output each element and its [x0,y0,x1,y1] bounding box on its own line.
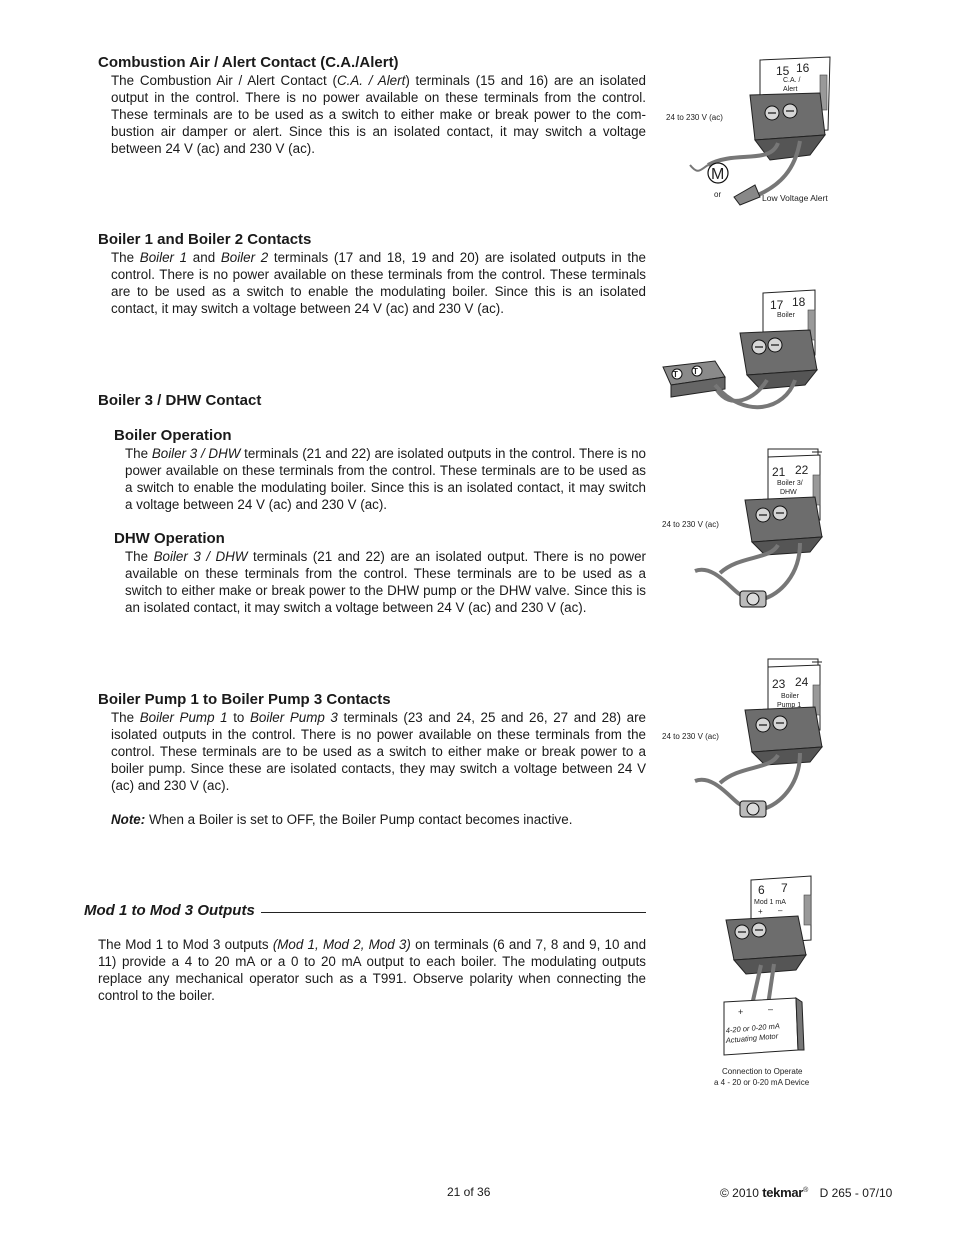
section-title: Boiler 3 / DHW Contact [98,392,262,409]
motor-symbol: M [711,166,725,183]
terminal-24-label: 24 [795,675,809,689]
section-mod-body [98,936,646,1004]
plus-sign: + [758,907,763,916]
terminal-16-label: 16 [796,61,810,75]
alert-horn-icon [734,185,760,205]
terminal-22-label: 22 [795,463,809,477]
section-body: The Combustion Air / Alert Contact (C.A. / Alert) terminals (15 and 16) are an isolated output in the control. There is no power available on these terminals from the control. These terminals are to be used as a switch to either make or break power to the com-bustion air damper or alert. Since this is an isolated contact, it may switch a voltage between 24 V (ac) and 230 V (ac). [111,73,646,156]
section-mod-header [84,902,646,919]
terminal-group-label: Alert [783,86,798,93]
tekmar-logo: tekmar [762,1185,804,1200]
section-body: The Boiler Pump 1 to Boiler Pump 3 terminals (23 and 24, 25 and 26, 27 and 28) are isolated outputs in the control. There is no power available on these terminals from the control. These terminals are to be used as a switch to either make or break power to a boiler pump. Since these are isolated contacts, they may switch a voltage between 24 V (ac) and 230 V (ac). [111,710,646,793]
subsection-dhw-operation [98,530,646,616]
terminal-group-label: Mod 1 mA [754,899,786,906]
ca-alert-wiring-diagram [660,55,850,215]
terminal-group-label: Pump 1 [777,702,802,709]
terminal-group-label: Boiler [781,693,799,700]
thermostat-t1-label: T [673,370,678,379]
minus-sign: – [778,906,783,915]
terminal-23-label: 23 [772,677,786,691]
mod-output-wiring-diagram [706,870,846,1090]
subsection-title: DHW Operation [114,530,225,547]
thermostat-t2-label: T [693,367,698,376]
terminal-group-label: Boiler 3/ [777,480,803,487]
voltage-label: 24 to 230 V (ac) [662,520,719,529]
boiler-1-wiring-diagram [655,285,835,420]
section-ca-alert [98,54,646,157]
document-code: D 265 - 07/10 [819,1186,893,1200]
motor-minus-label: – [768,1004,774,1014]
header-rule [261,912,646,913]
motor-plus-label: + [738,1007,744,1017]
section-body: The Mod 1 to Mod 3 outputs (Mod 1, Mod 2, Mod 3) on terminals (6 and 7, 8 and 9, 10 and 11) provide a 4 to 20 mA or a 0 to 20 mA output to each boiler. The modulating outputs replace any mechanical operator such as a T991. Observe polarity when connecting the control to the boiler. [98,937,647,1003]
section-boiler-1-2 [98,231,646,317]
subsection-boiler-operation [98,427,646,513]
note: Note: When a Boiler is set to OFF, the Boiler Pump contact becomes inactive. [111,812,573,827]
section-title: Mod 1 to Mod 3 Outputs [84,902,255,919]
terminal-group-label: DHW [780,489,797,496]
device-name-label: Actuating Motor [725,1031,779,1045]
terminal-17-label: 17 [770,298,784,312]
subsection-body: The Boiler 3 / DHW terminals (21 and 22) are an isolated output. There is no power available on these terminals from the control. These terminals are to be used as a switch to either make or break power to the DHW pump or the DHW valve. Since this is an isolated contact, it may switch a voltage between 24 V (ac) and 230 V (ac). [125,549,646,615]
terminal-15-label: 15 [776,64,790,78]
device-range-label: 4-20 or 0-20 mA [725,1021,781,1035]
low-voltage-alert-label: Low Voltage Alert [762,193,828,203]
section-boiler-pumps [98,691,646,828]
section-title: Boiler 1 and Boiler 2 Contacts [98,231,312,248]
terminal-group-label: C.A. / [783,77,801,84]
page-number: 21 of 36 [447,1185,491,1199]
section-body: The Boiler 1 and Boiler 2 terminals (17 and 18, 19 and 20) are isolated outputs in the control. There is no power available on these terminals from the control. These terminals are to be used as a switch to enable the modulating boiler. Since this is an isolated contact, it may switch a voltage between 24 V (ac) and 230 V (ac). [111,250,646,316]
boiler-pump-wiring-diagram [660,655,840,825]
section-title: Combustion Air / Alert Contact (C.A./Alert) [98,54,399,71]
subsection-title: Boiler Operation [114,427,232,444]
subsection-body: The Boiler 3 / DHW terminals (21 and 22) are isolated outputs in the control. There is no power available on these terminals from the control. These terminals are to be used as a switch to enable the modulating boiler. Since this is an isolated contact, it may switch a voltage between 24 V (ac) and 230 V (ac). [125,446,647,512]
terminal-18-label: 18 [792,295,806,309]
terminal-6-label: 6 [758,883,765,897]
section-boiler-3-dhw [98,392,646,410]
terminal-21-label: 21 [772,465,786,479]
terminal-7-label: 7 [781,881,788,895]
diagram-caption: Connection to Operate [722,1067,803,1076]
diagram-caption: a 4 - 20 or 0-20 mA Device [714,1078,810,1087]
terminal-group-label: Boiler [777,312,795,319]
boiler-3-dhw-wiring-diagram [660,445,840,615]
or-label: or [714,190,722,199]
voltage-label: 24 to 230 V (ac) [662,732,719,741]
voltage-label: 24 to 230 V (ac) [666,113,723,122]
footer-copyright: © 2010 tekmar® D 265 - 07/10 [720,1185,893,1200]
section-title: Boiler Pump 1 to Boiler Pump 3 Contacts [98,691,391,708]
